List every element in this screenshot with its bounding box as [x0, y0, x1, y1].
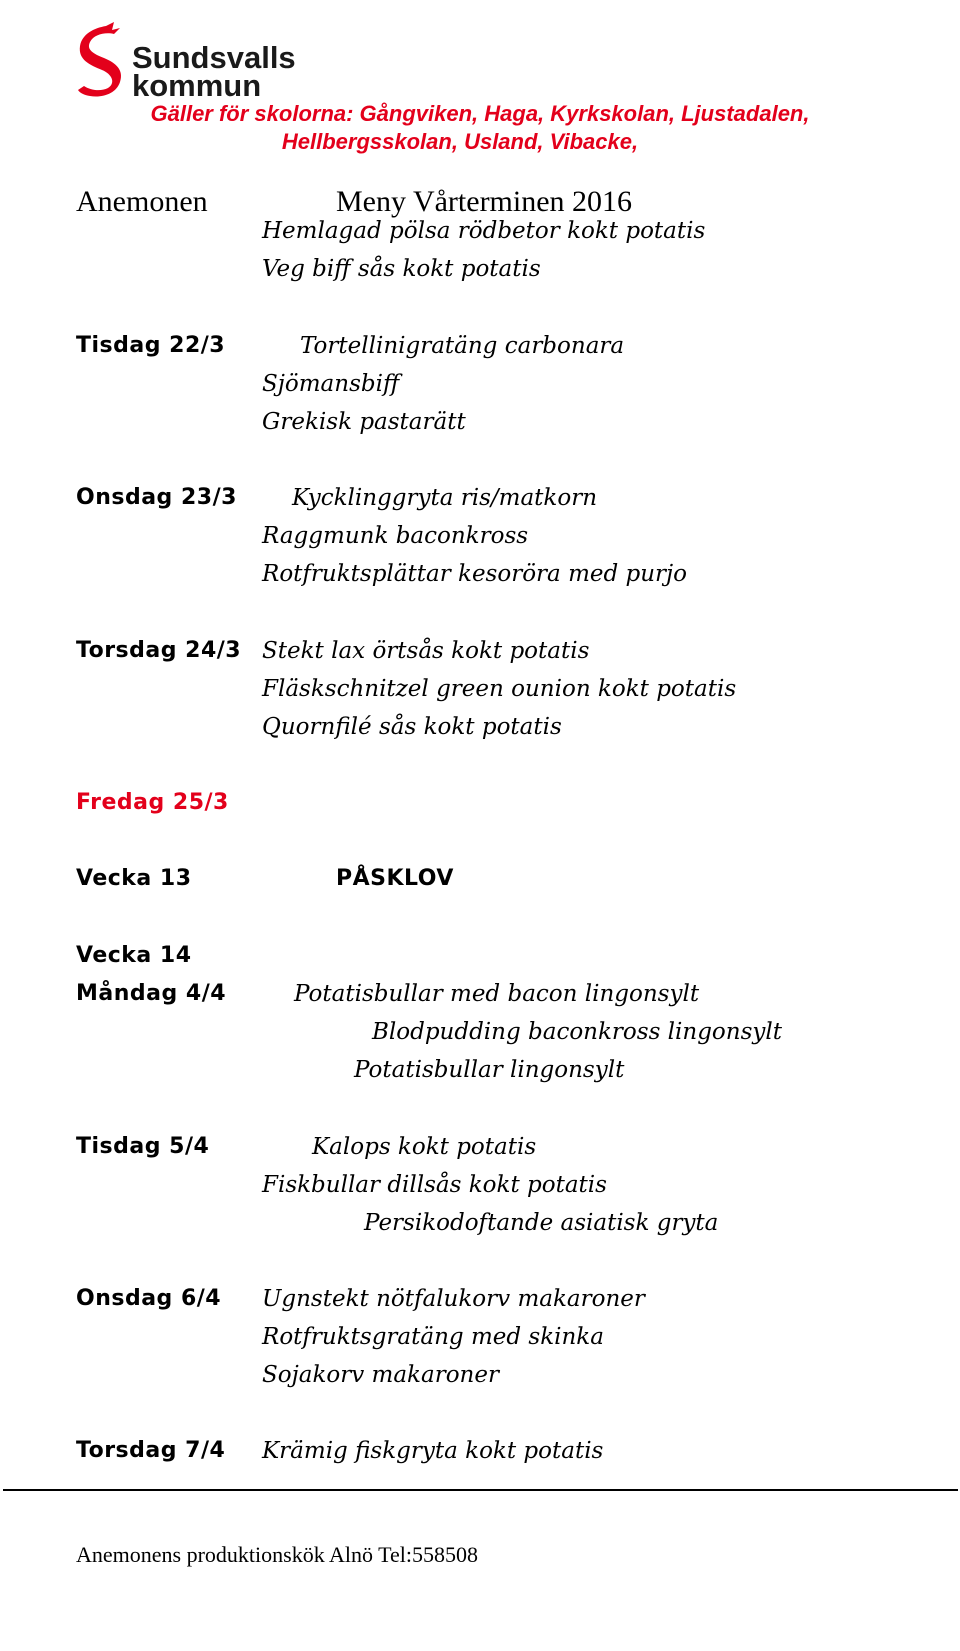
day-label-wed-23: Onsdag 23/3 [76, 485, 237, 510]
dish-thu-24-2: Fläskschnitzel green ounion kokt potatis [262, 676, 737, 702]
day-label-tue-5: Tisdag 5/4 [76, 1134, 210, 1159]
dish-wed-23-3: Rotfruktsplättar kesoröra med purjo [262, 561, 688, 587]
day-label-wed-6: Onsdag 6/4 [76, 1286, 222, 1311]
menu-title: Meny Vårterminen 2016 [336, 185, 633, 218]
dish-mon-4-2: Blodpudding baconkross lingonsylt [372, 1019, 782, 1045]
footer-contact: Anemonens produktionskök Alnö Tel:558508 [76, 1542, 478, 1567]
dish-wed-23-1: Kycklinggryta ris/matkorn [292, 485, 598, 511]
dish-thu-24-3: Quornfilé sås kokt potatis [262, 714, 562, 740]
week-13-label: Vecka 13 [76, 866, 192, 891]
dish-mon-4-1: Potatisbullar med bacon lingonsylt [294, 981, 700, 1007]
schools-line-1: Gäller för skolorna: Gångviken, Haga, Kyrkskolan, Ljustadalen, [150, 101, 810, 126]
footer-divider [3, 1489, 958, 1491]
dish-tue-5-1: Kalops kokt potatis [312, 1134, 537, 1160]
dish-thu-24-1: Stekt lax örtsås kokt potatis [262, 638, 590, 664]
dish-wed-6-3: Sojakorv makaroner [262, 1362, 499, 1388]
dish-tue-22-1: Tortellinigratäng carbonara [300, 333, 625, 359]
dish-wed-23-2: Raggmunk baconkross [262, 523, 529, 549]
schools-line-2: Hellbergsskolan, Usland, Vibacke, [281, 129, 639, 154]
logo-line-sundsvalls: Sundsvalls [132, 40, 296, 75]
kitchen-name: Anemonen [76, 185, 208, 218]
day-label-thu-24: Torsdag 24/3 [76, 638, 242, 663]
dish-mon-4-3: Potatisbullar lingonsylt [354, 1057, 625, 1083]
day-label-thu-7: Torsdag 7/4 [76, 1438, 226, 1463]
dish-thu-7-1: Krämig fiskgryta kokt potatis [262, 1438, 604, 1464]
day-label-mon-4: Måndag 4/4 [76, 981, 227, 1006]
sundsvalls-logo [76, 20, 316, 103]
intro-dish-2: Veg biff sås kokt potatis [262, 256, 541, 282]
logo-line-kommun: kommun [132, 68, 262, 103]
dish-tue-5-3: Persikodoftande asiatisk gryta [364, 1210, 719, 1236]
dish-tue-5-2: Fiskbullar dillsås kokt potatis [262, 1172, 607, 1198]
dish-tue-22-3: Grekisk pastarätt [262, 409, 466, 435]
dish-wed-6-2: Rotfruktsgratäng med skinka [262, 1324, 604, 1350]
dragon-s-logo-icon [76, 20, 128, 100]
week-14-label: Vecka 14 [76, 943, 192, 968]
intro-dish-1: Hemlagad pölsa rödbetor kokt potatis [262, 218, 706, 244]
dish-wed-6-1: Ugnstekt nötfalukorv makaroner [262, 1286, 645, 1312]
day-label-tue-22: Tisdag 22/3 [76, 333, 226, 358]
week-13-note: PÅSKLOV [336, 866, 454, 891]
dish-tue-22-2: Sjömansbiff [262, 371, 400, 397]
day-label-fri-25: Fredag 25/3 [76, 790, 229, 815]
